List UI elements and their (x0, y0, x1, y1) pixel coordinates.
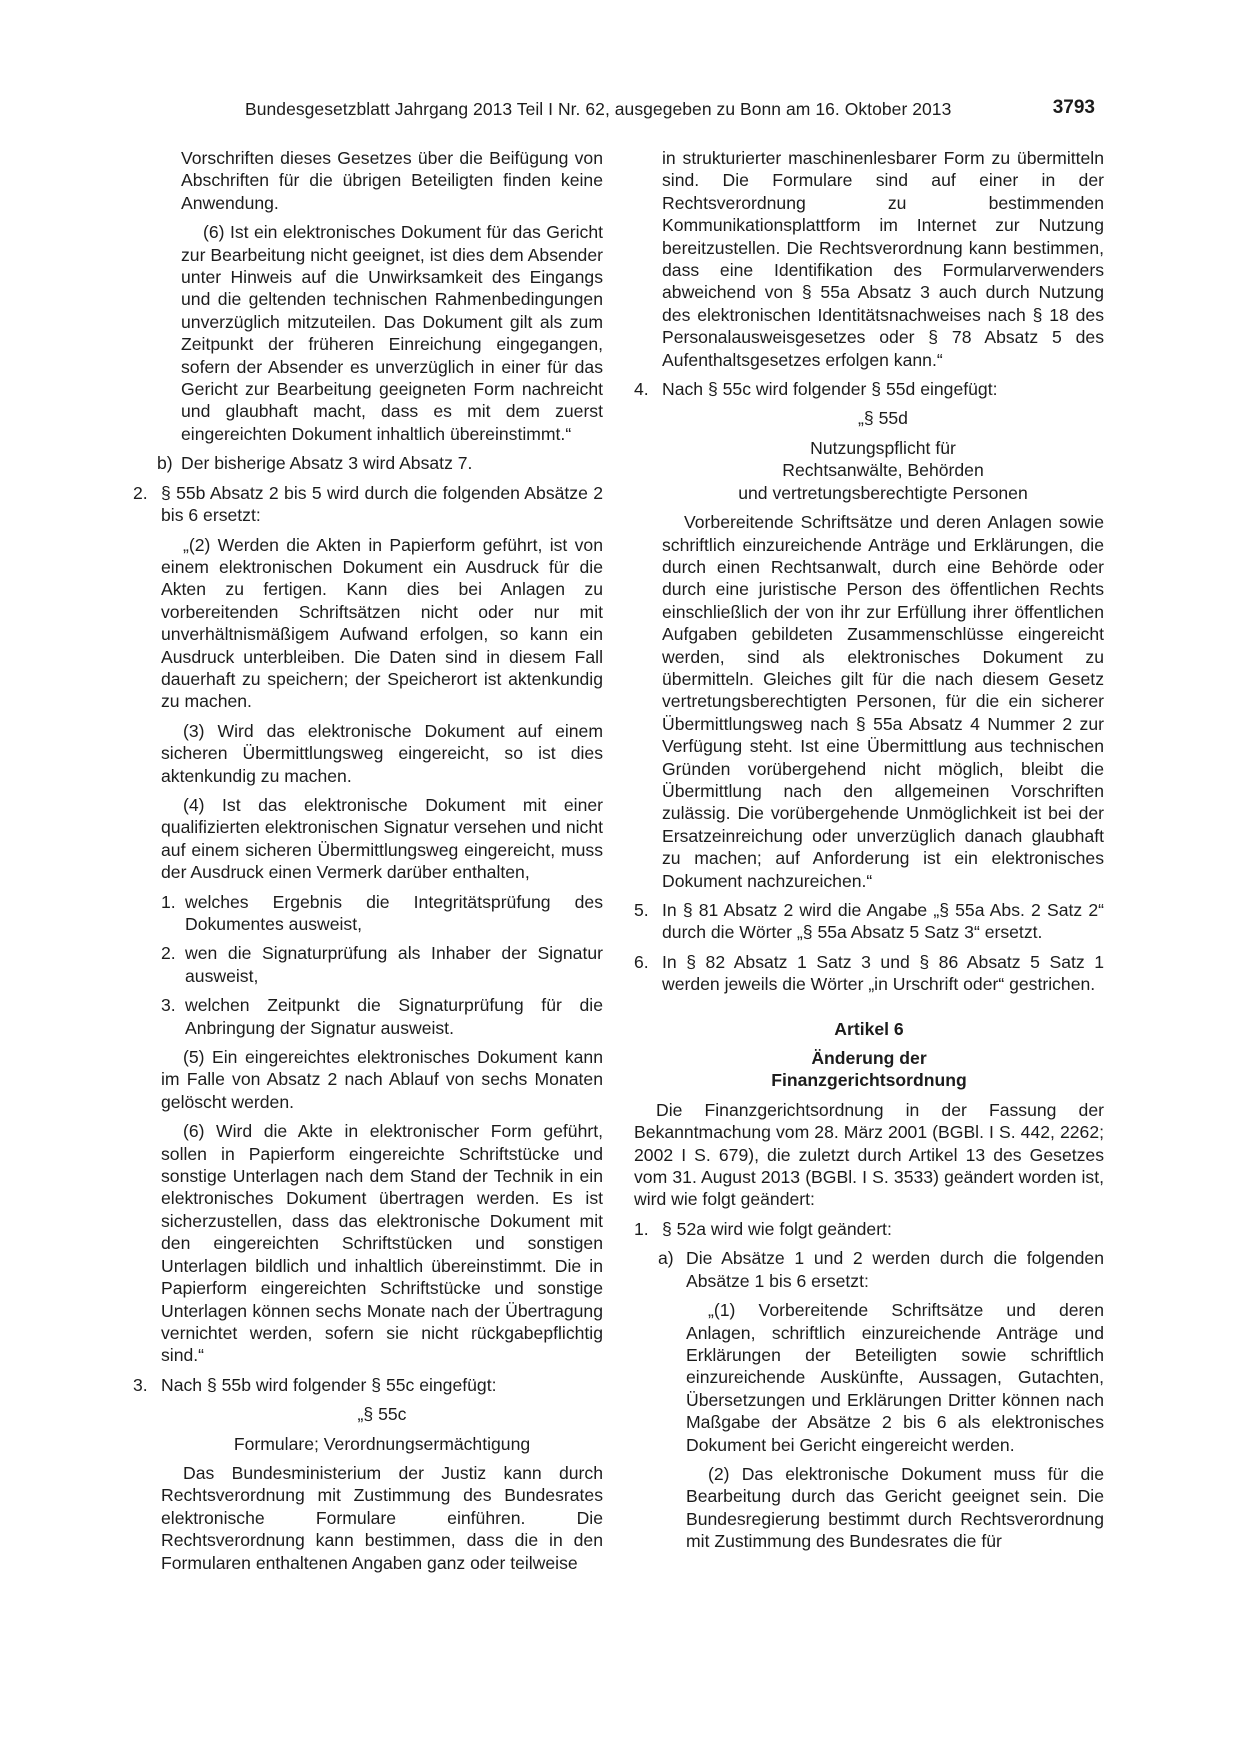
heading-line: Nutzungspflicht für (810, 437, 956, 458)
paragraph-55d: Vorbereitende Schriftsätze und deren Anlagen sowie schriftlich einzureichende Anträge und Erklärungen, die durch einen Rechtsanwalt, durch eine Behörde oder durch eine juristische Person des öffentlichen Rechts einschließlich der von ihr zur Erfüllung ihrer öffentlichen Aufgaben gebildeten Zusammenschlüsse eingereicht werden, sind als elektronisches Dokument zu übermitteln. Gleiches gilt für die nach diesem Gesetz vertretungsberechtigten Personen, für die ein sicherer Übermittlungsweg nach § 55a Absatz 4 Nummer 2 zur Verfügung steht. Ist eine Übermittlung aus technischen Gründen vorübergehend nicht möglich, bleibt die Übermittlung nach den allgemeinen Vorschriften zulässig. Die vorübergehende Unmöglichkeit ist bei der Ersatzeinreichung oder unverzüglich danach glaubhaft zu machen; auf Anforderung ist ein elektronisches Dokument nachzureichen.“ (662, 512, 1104, 891)
list-marker: 4. (634, 379, 649, 400)
list-item-b (133, 452, 603, 474)
list-marker: 3. (133, 1374, 148, 1395)
list-item-4 (634, 378, 1104, 400)
left-column (133, 147, 603, 1581)
list-text: wen die Signaturprüfung als Inhaber der Signatur ausweist, (185, 943, 603, 986)
list-marker: b) (157, 453, 173, 474)
header-citation: Bundesgesetzblatt Jahrgang 2013 Teil I Nr. 62, ausgegeben zu Bonn am 16. Oktober 2013 (245, 99, 952, 119)
sub-item-1 (133, 891, 603, 936)
list-marker: 6. (634, 951, 649, 972)
list-item-1a (634, 1247, 1104, 1292)
list-text: Nach § 55b wird folgender § 55c eingefügt: (161, 1374, 497, 1395)
section-title-55d: „§ 55d (858, 408, 908, 429)
page-header (245, 99, 1095, 127)
list-marker: 2. (133, 482, 148, 503)
paragraph-abs-2: „(2) Werden die Akten in Papierform geführt, ist von einem elektronischen Dokument ein Ausdruck für die Akten zu fertigen. Kann dies bei Anlagen zu vorbereitenden Schriftsätzen nicht oder nur mit unverhältnismäßigem Aufwand erfolgen, so kann ein Ausdruck unterbleiben. Die Daten sind in diesem Fall dauerhaft zu speichern; der Speicherort ist aktenkundig zu machen. (161, 534, 603, 712)
paragraph-55c: Das Bundesministerium der Justiz kann durch Rechtsverordnung mit Zustimmung des Bundesrates elektronische Formulare einführen. Die Rechtsverordnung kann bestimmen, dass die in den Formularen enthaltenen Angaben ganz oder teilweise (161, 1462, 603, 1573)
list-item-5 (634, 899, 1104, 944)
list-item-1 (634, 1218, 1104, 1240)
heading-line: und vertretungsberechtigte Personen (738, 482, 1028, 503)
list-text: welchen Zeitpunkt die Signaturprüfung für die Anbringung der Signatur ausweist. (185, 995, 603, 1038)
list-text: § 52a wird wie folgt geändert: (662, 1218, 892, 1239)
paragraph-abs-5: (5) Ein eingereichtes elektronisches Dokument kann im Falle von Absatz 2 nach Ablauf von sechs Monaten gelöscht werden. (161, 1047, 603, 1112)
section-subtitle-55c: Formulare; Verordnungsermächtigung (233, 1433, 531, 1454)
list-text: Der bisherige Absatz 3 wird Absatz 7. (181, 453, 473, 474)
right-column (634, 147, 1104, 1560)
paragraph-quote-1: „(1) Vorbereitende Schriftsätze und deren Anlagen, schriftlich einzureichende Anträge und Erklärungen der Beteiligten sowie schriftlich einzureichende Auskünfte, Aussagen, Gutachten, Übersetzungen und Erklärungen Dritter können nach Maßgabe der Absätze 2 bis 6 als elektronisches Dokument bei Gericht eingereicht werden. (686, 1300, 1104, 1455)
list-marker: 3. (161, 995, 176, 1016)
list-text: In § 82 Absatz 1 Satz 3 und § 86 Absatz 5 Satz 1 werden jeweils die Wörter „in Urschrift oder“ gestrichen. (662, 951, 1104, 995)
list-text: § 55b Absatz 2 bis 5 wird durch die folgenden Absätze 2 bis 6 ersetzt: (161, 482, 603, 526)
paragraph-abs-6: (6) Ist ein elektronisches Dokument für das Gericht zur Bearbeitung nicht geeignet, ist dies dem Absender unter Hinweis auf die Unwirksamkeit des Eingangs und die geltenden technischen Rahmenbedingungen unverzüglich mitzuteilen. Das Dokument gilt als zum Zeitpunkt der früheren Einreichung eingegangen, sofern der Absender es unverzüglich in einer für das Gericht zur Bearbeitung geeigneten Form nachreicht und glaubhaft macht, dass es mit dem zuerst eingereichten Dokument inhaltlich übereinstimmt.“ (181, 222, 603, 444)
paragraph-abs-4: (4) Ist das elektronische Dokument mit einer qualifizierten elektronischen Signatur versehen und nicht auf einem sicheren Übermittlungsweg eingereicht, muss der Ausdruck einen Vermerk darüber enthalten, (161, 794, 603, 883)
article-number: Artikel 6 (834, 1018, 904, 1039)
article-title-line: Änderung der (811, 1048, 927, 1069)
paragraph-quote-2: (2) Das elektronische Dokument muss für die Bearbeitung durch das Gericht geeignet sein. Die Bundesregierung bestimmt durch Rechtsverordnung mit Zustimmung des Bundesrates die für (686, 1463, 1104, 1552)
list-marker: 1. (161, 891, 176, 912)
list-item-6 (634, 951, 1104, 996)
heading-line: Rechtsanwälte, Behörden (782, 460, 984, 481)
list-marker: a) (658, 1248, 674, 1269)
list-item-2 (133, 482, 603, 527)
list-text: Die Absätze 1 und 2 werden durch die folgenden Absätze 1 bis 6 ersetzt: (686, 1248, 1104, 1291)
list-text: In § 81 Absatz 2 wird die Angabe „§ 55a Abs. 2 Satz 2“ durch die Wörter „§ 55a Absatz 5 Satz 3“ ersetzt. (662, 900, 1104, 943)
article-title-line: Finanzgerichtsordnung (771, 1070, 967, 1091)
paragraph-article-intro: Die Finanzgerichtsordnung in der Fassung der Bekanntmachung vom 28. März 2001 (BGBl. I S. 442, 2262; 2002 I S. 679), die zuletzt durch Artikel 13 des Gesetzes vom 31. August 2013 (BGBl. I S. 3533) geändert worden ist, wird wie folgt geändert: (634, 1099, 1104, 1210)
article-heading (634, 1018, 1104, 1092)
list-text: welches Ergebnis die Integritätsprüfung des Dokumentes ausweist, (185, 891, 603, 934)
list-marker: 1. (634, 1218, 649, 1239)
list-marker: 2. (161, 943, 176, 964)
list-text: Nach § 55c wird folgender § 55d eingefügt: (662, 379, 998, 400)
list-item-3 (133, 1374, 603, 1396)
list-marker: 5. (634, 900, 649, 920)
section-title-55c: „§ 55c (357, 1404, 407, 1425)
section-heading-55d (634, 437, 1104, 504)
paragraph-abs-6b: (6) Wird die Akte in elektronischer Form geführt, sollen in Papierform eingereichte Schriftstücke und sonstige Unterlagen nach dem Stand der Technik in ein elektronisches Dokument übertragen werden. Es ist sicherzustellen, dass das elektronische Dokument mit den eingereichten Schriftstücken und sonstigen Unterlagen bildlich und inhaltlich übereinstimmt. Die in Papierform eingereichten Schriftstücke und sonstige Unterlagen können sechs Monate nach der Übertragung vernichtet werden, sofern sie nicht rückgabepflichtig sind.“ (161, 1121, 603, 1366)
page-number: 3793 (1052, 97, 1095, 118)
sub-item-3 (133, 994, 603, 1039)
paragraph: Vorschriften dieses Gesetzes über die Beifügung von Abschriften für die übrigen Beteiligten finden keine Anwendung. (181, 148, 603, 213)
sub-item-2 (133, 942, 603, 987)
paragraph-continuation: in strukturierter maschinenlesbarer Form zu übermitteln sind. Die Formulare sind auf einer in der Rechtsverordnung zu bestimmenden Kommunikationsplattform im Internet zur Nutzung bereitzustellen. Die Rechtsverordnung kann bestimmen, dass eine Identifikation des Formularverwenders abweichend von § 55a Absatz 3 auch durch Nutzung des elektronischen Identitätsnachweises nach § 18 des Personalausweisgesetzes oder § 78 Absatz 5 des Aufenthaltsgesetzes erfolgen kann.“ (662, 148, 1104, 370)
paragraph-abs-3: (3) Wird das elektronische Dokument auf einem sicheren Übermittlungsweg eingereicht, so ist dies aktenkundig zu machen. (161, 720, 603, 786)
